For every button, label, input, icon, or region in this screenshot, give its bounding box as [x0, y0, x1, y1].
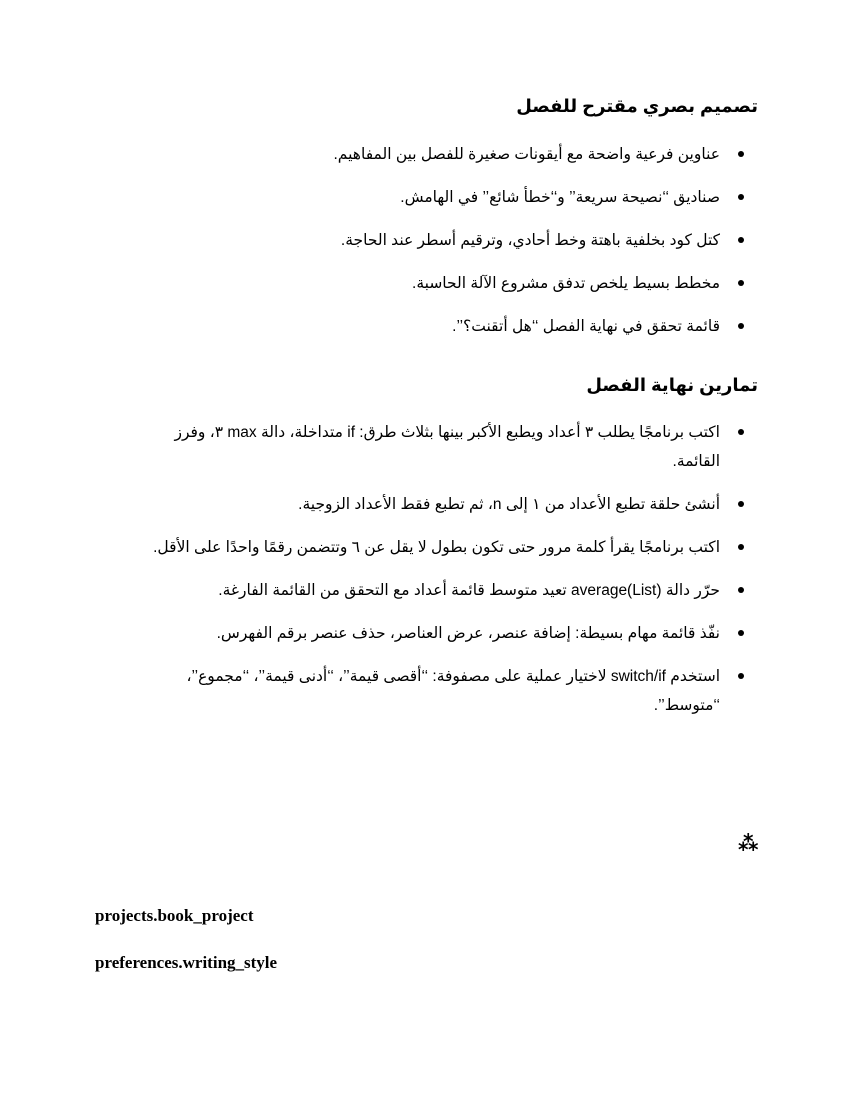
bullet-icon — [738, 501, 744, 507]
bullet-icon — [738, 280, 744, 286]
list-item — [140, 312, 758, 341]
list-item-text: قائمة تحقق في نهاية الفصل ‘‘هل أتقنت؟’’. — [452, 318, 720, 335]
list-item — [140, 576, 758, 605]
bullet-icon — [738, 673, 744, 679]
list-item-text: صناديق ‘‘نصيحة سريعة’’ و‘‘خطأ شائع’’ في الهامش. — [400, 189, 720, 206]
list-item — [140, 269, 758, 298]
bullet-icon — [738, 194, 744, 200]
bullet-icon — [738, 151, 744, 157]
list-item-text: مخطط بسيط يلخص تدفق مشروع الآلة الحاسبة. — [412, 275, 720, 292]
bullet-icon — [738, 630, 744, 636]
list-item — [140, 140, 758, 169]
exercises-list — [140, 418, 758, 734]
list-item-text: حرّر دالة average(List) تعيد متوسط قائمة أعداد مع التحقق من القائمة الفارغة. — [218, 582, 720, 599]
list-item — [140, 183, 758, 212]
list-item-text: أنشئ حلقة تطبع الأعداد من ١ إلى n، ثم تطبع فقط الأعداد الزوجية. — [298, 496, 720, 513]
section-separator: ⁂ — [738, 831, 759, 855]
list-item-text: استخدم switch/if لاختيار عملية على مصفوفة: ‘‘أقصى قيمة’’، ‘‘أدنى قيمة’’، ‘‘مجموع’’، ‘‘متوسط’’. — [186, 668, 720, 714]
section-heading-visual-design: تصميم بصري مقترح للفصل — [516, 96, 758, 116]
list-item-text: اكتب برنامجًا يطلب ٣ أعداد ويطبع الأكبر بينها بثلاث طرق: if متداخلة، دالة max ٣، وفرز القائمة. — [174, 424, 720, 470]
list-item-text: اكتب برنامجًا يقرأ كلمة مرور حتى تكون بطول لا يقل عن ٦ وتتضمن رقمًا واحدًا على الأقل. — [153, 539, 720, 556]
list-item — [140, 226, 758, 255]
list-item-text: كتل كود بخلفية باهتة وخط أحادي، وترقيم أسطر عند الحاجة. — [340, 232, 720, 249]
list-item — [140, 662, 758, 720]
bullet-icon — [738, 323, 744, 329]
section-heading-exercises: تمارين نهاية الفصل — [586, 375, 758, 395]
list-item — [140, 418, 758, 476]
list-item — [140, 490, 758, 519]
visual-design-list — [140, 140, 758, 355]
list-item-text: نفّذ قائمة مهام بسيطة: إضافة عنصر، عرض العناصر، حذف عنصر برقم الفهرس. — [216, 625, 720, 642]
bullet-icon — [738, 237, 744, 243]
footer-line-preferences: preferences.writing_style — [95, 953, 278, 972]
footer-line-project: projects.book_project — [95, 906, 254, 925]
bullet-icon — [738, 429, 744, 435]
list-item — [140, 619, 758, 648]
bullet-icon — [738, 544, 744, 550]
list-item — [140, 533, 758, 562]
list-item-text: عناوين فرعية واضحة مع أيقونات صغيرة للفصل بين المفاهيم. — [333, 146, 720, 163]
bullet-icon — [738, 587, 744, 593]
